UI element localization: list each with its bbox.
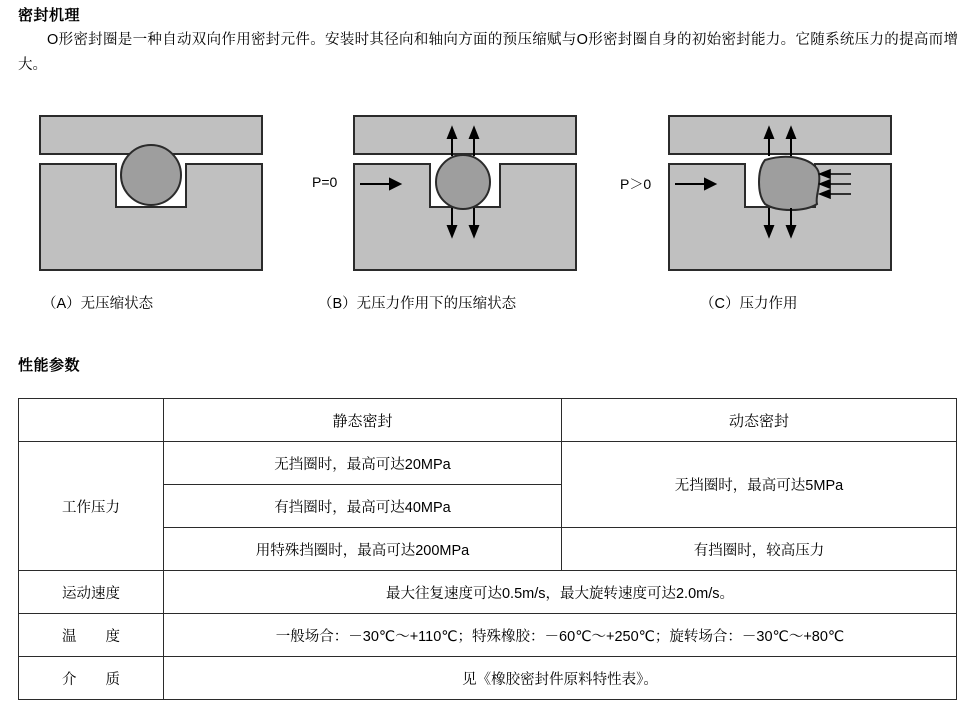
table-row xyxy=(19,614,957,657)
table-row xyxy=(19,657,957,700)
speed-value: 最大往复速度可达0.5m/s，最大旋转速度可达2.0m/s。 xyxy=(164,571,957,614)
static-pressure-1: 无挡圈时，最高可达20MPa xyxy=(164,442,562,485)
dynamic-pressure-2: 有挡圈时，较高压力 xyxy=(562,528,957,571)
table-row xyxy=(19,571,957,614)
table-header-static: 静态密封 xyxy=(164,399,562,442)
table-header-row xyxy=(19,399,957,442)
section-title-mechanism: 密封机理 xyxy=(18,7,81,24)
section-title-params: 性能参数 xyxy=(18,357,81,374)
static-pressure-2: 有挡圈时，最高可达40MPa xyxy=(164,485,562,528)
table-row xyxy=(19,442,957,485)
diagram-uncompressed xyxy=(36,112,266,282)
temperature-value: 一般场合：－30℃～+110℃；特殊橡胶：－60℃～+250℃；旋转场合：－30℃～+80℃ xyxy=(164,614,957,657)
performance-parameters-table xyxy=(18,398,957,700)
diagram-caption-b: （B）无压力作用下的压缩状态 xyxy=(318,296,517,312)
diagram-compressed-no-pressure xyxy=(312,112,580,282)
row-label-working-pressure: 工作压力 xyxy=(19,442,164,571)
performance-parameters-table-wrapper xyxy=(18,398,956,700)
diagram-caption-c: （C）压力作用 xyxy=(700,296,798,312)
dynamic-pressure-1: 无挡圈时，最高可达5MPa xyxy=(562,442,957,528)
table-header-corner xyxy=(19,399,164,442)
row-label-speed: 运动速度 xyxy=(19,571,164,614)
row-label-temperature: 温 度 xyxy=(19,614,164,657)
medium-value: 见《橡胶密封件原料特性表》。 xyxy=(164,657,957,700)
row-label-medium: 介 质 xyxy=(19,657,164,700)
diagram-caption-a: （A）无压缩状态 xyxy=(42,296,154,312)
pressure-label-b: P=0 xyxy=(312,174,338,190)
static-pressure-3: 用特殊挡圈时，最高可达200MPa xyxy=(164,528,562,571)
diagram-under-pressure xyxy=(620,112,895,282)
mechanism-paragraph: O形密封圈是一种自动双向作用密封元件。安装时其径向和轴向方面的预压缩赋与O形密封圈自身的初始密封能力。它随系统压力的提高而增大。 xyxy=(18,32,958,73)
table-header-dynamic: 动态密封 xyxy=(562,399,957,442)
pressure-label-c: P＞0 xyxy=(620,176,652,192)
